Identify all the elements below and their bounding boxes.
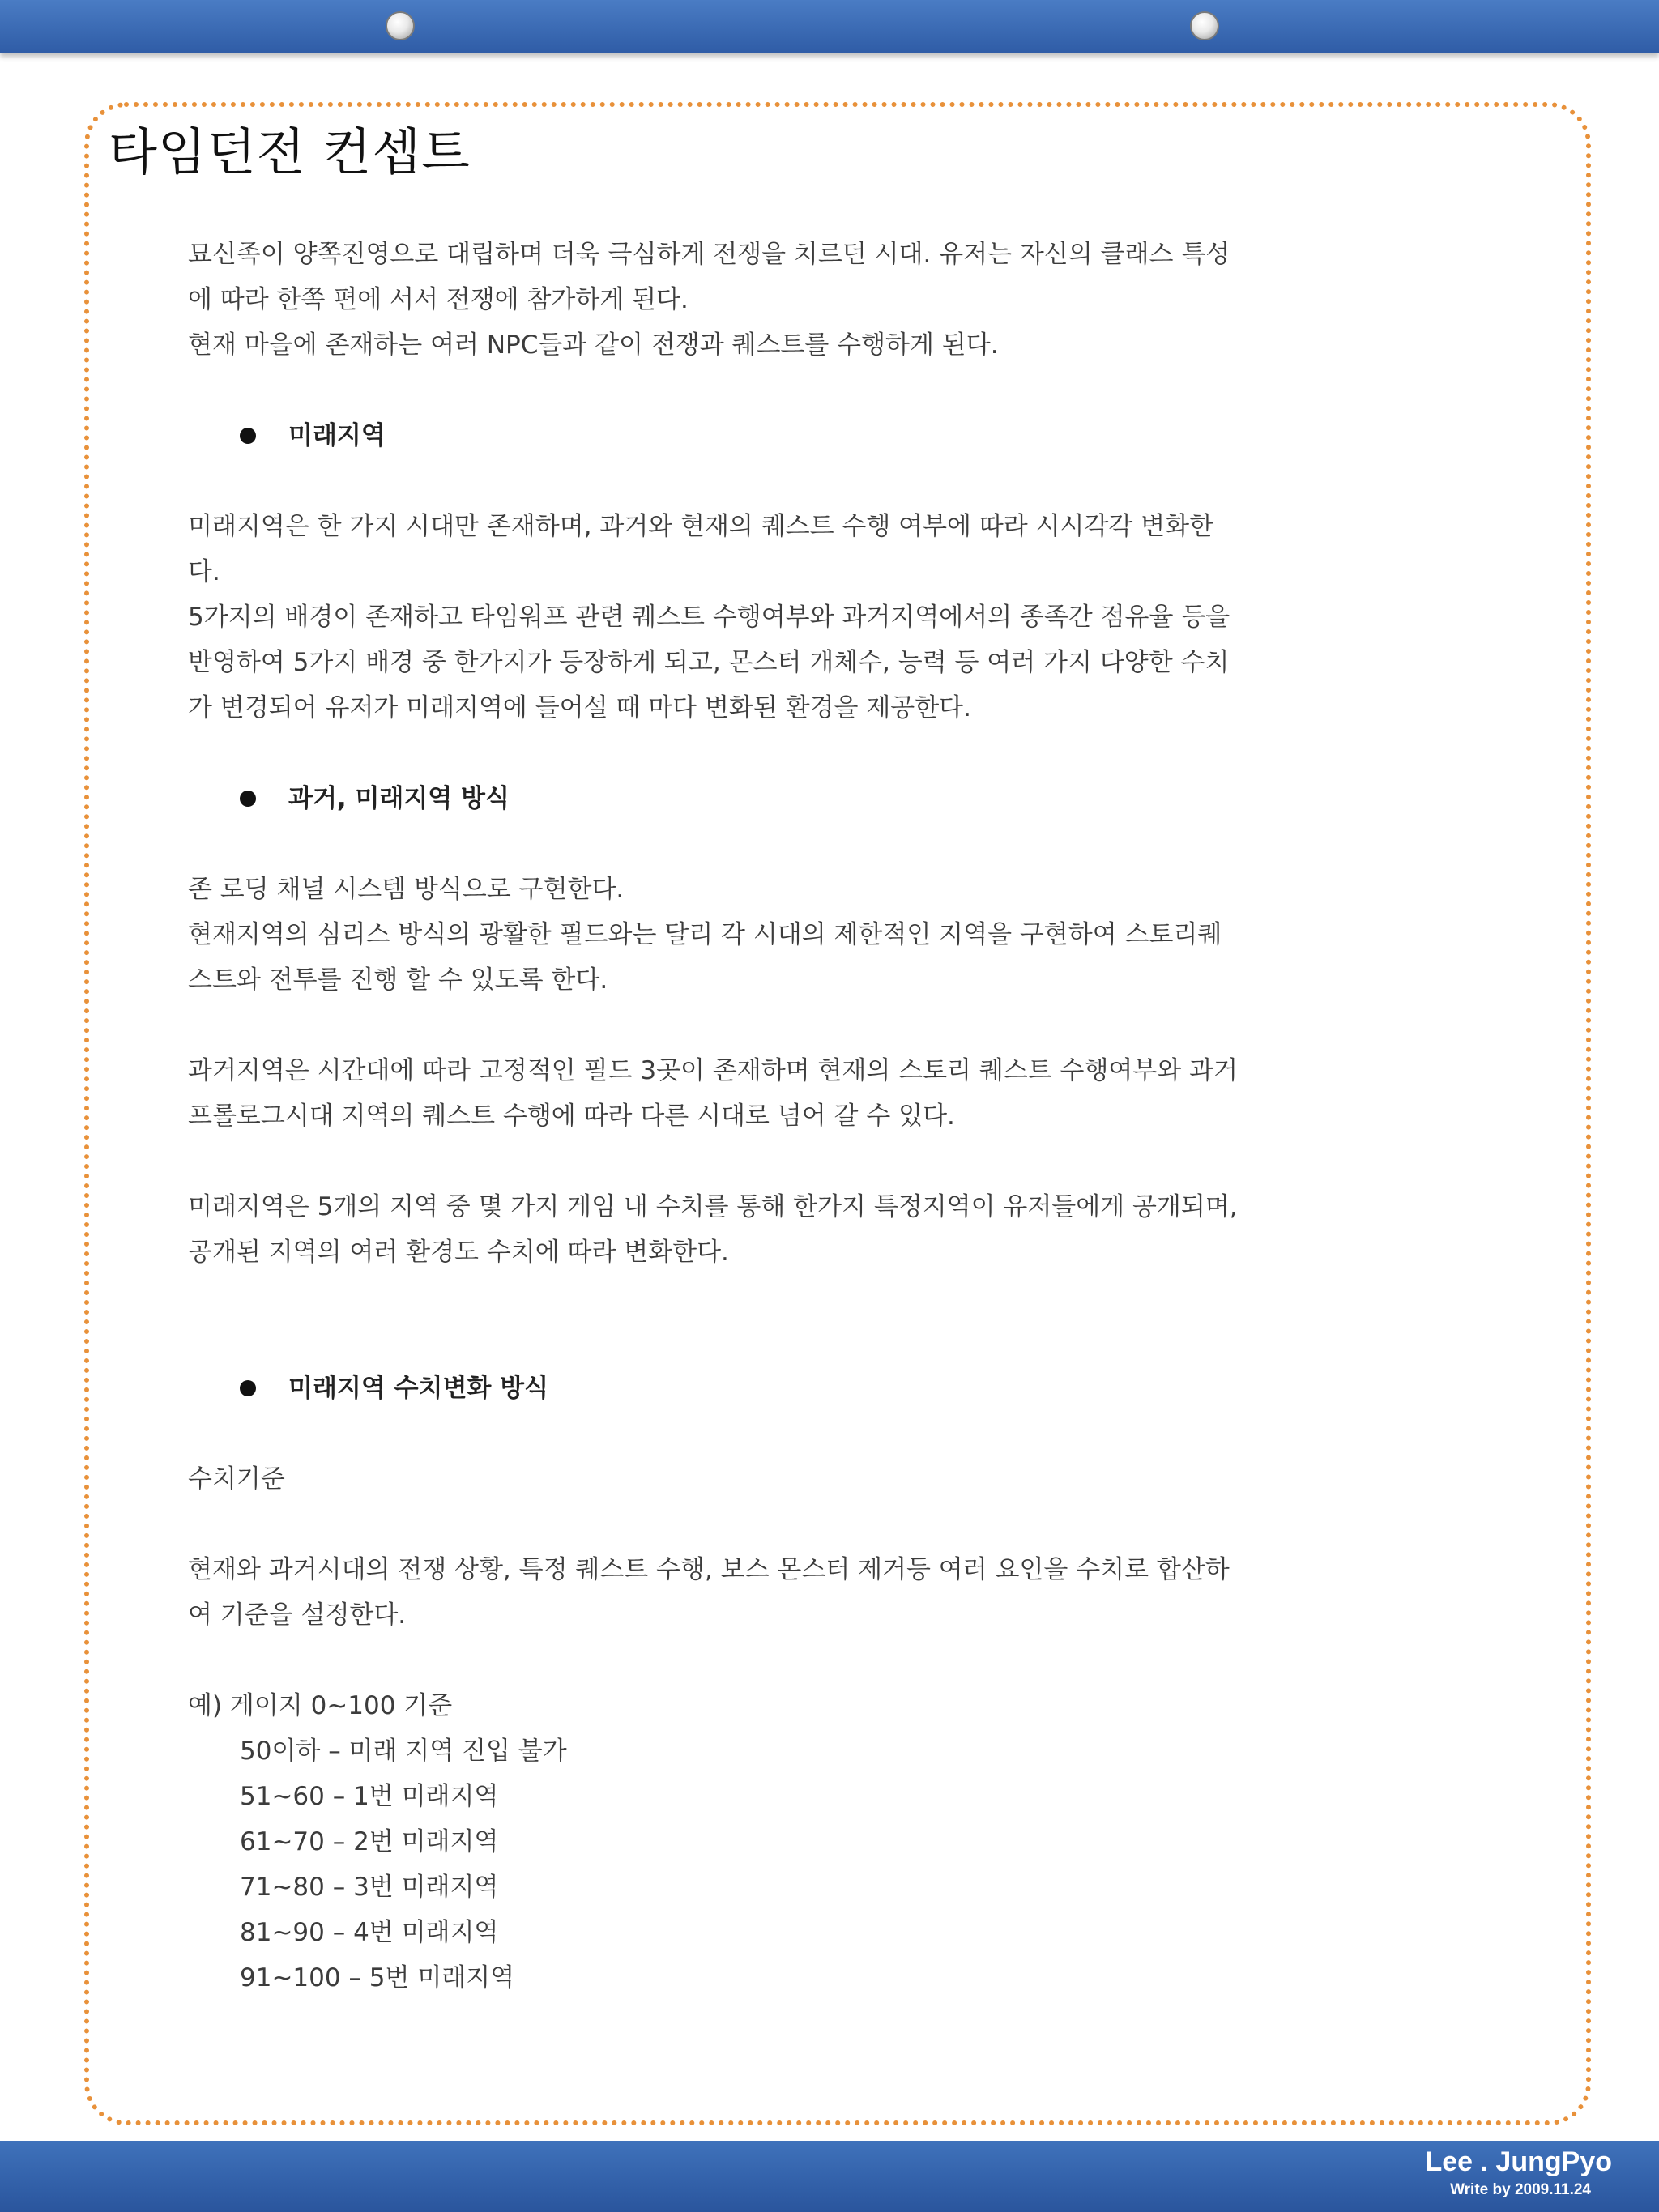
example-label: 예) 게이지 0~100 기준 xyxy=(188,1691,453,1720)
paragraph-line: 여 기준을 설정한다. xyxy=(188,1600,407,1630)
paragraph-line: 과거지역은 시간대에 따라 고정적인 필드 3곳이 존재하며 현재의 스토리 퀘스트 수행여부와 과거 xyxy=(188,1056,1239,1085)
paragraph-line: 존 로딩 채널 시스템 방식으로 구현한다. xyxy=(188,875,625,904)
example-item: 81~90 – 4번 미래지역 xyxy=(240,1918,499,1947)
binder-ring-icon xyxy=(1190,11,1219,40)
example-item: 51~60 – 1번 미래지역 xyxy=(240,1782,499,1811)
example-item: 50이하 – 미래 지역 진입 불가 xyxy=(240,1737,567,1766)
paragraph-line: 현재지역의 심리스 방식의 광활한 필드와는 달리 각 시대의 제한적인 지역을 구현하여 스토리퀘 xyxy=(188,920,1222,949)
footer-bar xyxy=(0,2141,1659,2212)
paragraph-line: 스트와 전투를 진행 할 수 있도록 한다. xyxy=(188,965,608,995)
section-heading-past-future xyxy=(188,776,1371,821)
paragraph-line: 미래지역은 5개의 지역 중 몇 가지 게임 내 수치를 통해 한가지 특정지역이 유저들에게 공개되며, xyxy=(188,1192,1238,1221)
binder-ring-icon xyxy=(386,11,415,40)
section-heading-future xyxy=(188,413,1371,458)
intro-line: 묘신족이 양쪽진영으로 대립하며 더욱 극심하게 전쟁을 치르던 시대. 유저는 자신의 클래스 특성 xyxy=(188,240,1230,269)
intro-line: 에 따라 한쪽 편에 서서 전쟁에 참가하게 된다. xyxy=(188,285,689,314)
paragraph-line: 미래지역은 한 가지 시대만 존재하며, 과거와 현재의 퀘스트 수행 여부에 따라 시시각각 변화한 xyxy=(188,512,1214,541)
paragraph-line: 프롤로그시대 지역의 퀘스트 수행에 따라 다른 시대로 넘어 갈 수 있다. xyxy=(188,1102,955,1131)
footer-author: Lee . JungPyo xyxy=(1425,2146,1612,2177)
bullet-icon xyxy=(240,791,256,807)
paragraph-line: 가 변경되어 유저가 미래지역에 들어설 때 마다 변화된 환경을 제공한다. xyxy=(188,693,971,722)
paragraph-line: 현재와 과거시대의 전쟁 상황, 특정 퀘스트 수행, 보스 몬스터 제거등 여러 요인을 수치로 합산하 xyxy=(188,1555,1230,1584)
paragraph-line: 5가지의 배경이 존재하고 타임워프 관련 퀘스트 수행여부와 과거지역에서의 종족간 점유율 등을 xyxy=(188,603,1230,632)
section-heading-value-change xyxy=(188,1366,1371,1411)
section-heading-text: 미래지역 수치변화 방식 xyxy=(288,1374,549,1403)
document-body xyxy=(188,232,1371,2001)
bullet-icon xyxy=(240,1380,256,1396)
page-title: 타임던전 컨셉트 xyxy=(109,122,471,181)
binder-header-bar xyxy=(0,0,1659,53)
paragraph-line: 공개된 지역의 여러 환경도 수치에 따라 변화한다. xyxy=(188,1238,729,1267)
section-heading-text: 미래지역 xyxy=(288,421,386,450)
subheading: 수치기준 xyxy=(188,1464,285,1494)
section-heading-text: 과거, 미래지역 방식 xyxy=(288,784,510,813)
example-item: 91~100 – 5번 미래지역 xyxy=(240,1963,515,1993)
example-item: 61~70 – 2번 미래지역 xyxy=(240,1827,499,1856)
example-item: 71~80 – 3번 미래지역 xyxy=(240,1873,499,1902)
paragraph-line: 반영하여 5가지 배경 중 한가지가 등장하게 되고, 몬스터 개체수, 능력 등 여러 가지 다양한 수치 xyxy=(188,648,1230,677)
bullet-icon xyxy=(240,428,256,444)
paragraph-line: 다. xyxy=(188,557,220,586)
footer-date: Write by 2009.11.24 xyxy=(1450,2181,1591,2198)
intro-line: 현재 마을에 존재하는 여러 NPC들과 같이 전쟁과 퀘스트를 수행하게 된다. xyxy=(188,330,999,360)
